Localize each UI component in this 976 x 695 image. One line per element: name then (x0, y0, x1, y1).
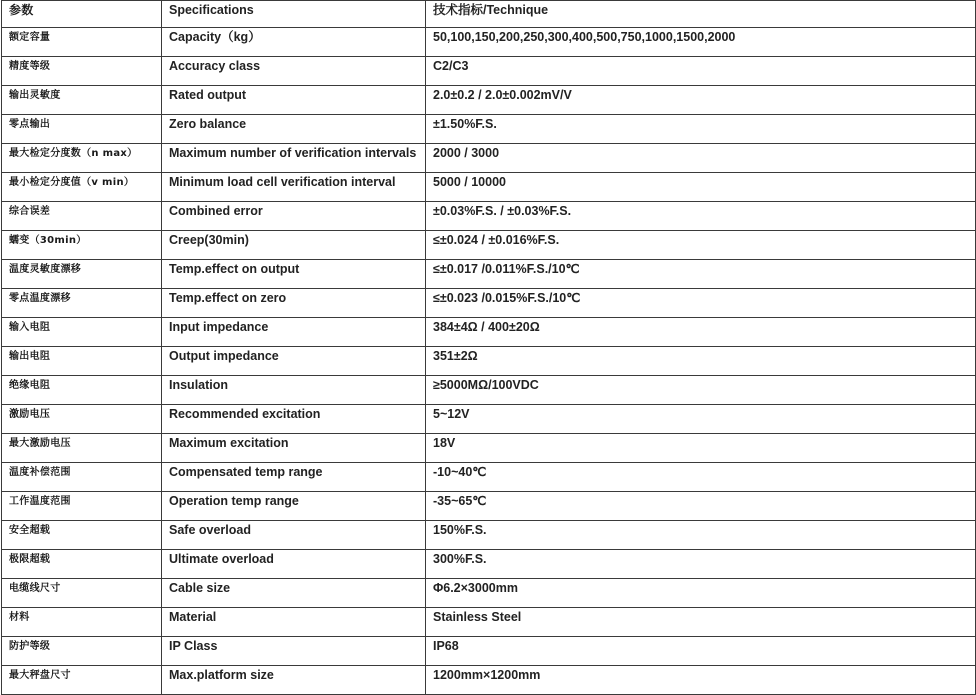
value-cell: ≤±0.017 /0.011%F.S./10℃ (426, 260, 976, 289)
spec-en-cell: Operation temp range (162, 492, 426, 521)
param-cn-cell: 输出电阻 (2, 347, 162, 376)
spec-en-cell: Maximum number of verification intervals (162, 144, 426, 173)
value-cell: 5~12V (426, 405, 976, 434)
param-cn-cell: 综合误差 (2, 202, 162, 231)
spec-en-cell: Compensated temp range (162, 463, 426, 492)
table-row (2, 57, 976, 86)
spec-en-cell: Temp.effect on zero (162, 289, 426, 318)
value-cell: 5000 / 10000 (426, 173, 976, 202)
spec-table (1, 0, 976, 695)
value-cell: 2000 / 3000 (426, 144, 976, 173)
value-cell: Stainless Steel (426, 608, 976, 637)
table-row (2, 173, 976, 202)
param-cn-cell: 温度灵敏度漂移 (2, 260, 162, 289)
value-cell: 384±4Ω / 400±20Ω (426, 318, 976, 347)
spec-en-cell: Maximum excitation (162, 434, 426, 463)
spec-en-cell: Safe overload (162, 521, 426, 550)
value-cell: 300%F.S. (426, 550, 976, 579)
table-row (2, 115, 976, 144)
table-row (2, 521, 976, 550)
spec-en-cell: IP Class (162, 637, 426, 666)
table-row (2, 144, 976, 173)
param-cn-cell: 零点温度漂移 (2, 289, 162, 318)
spec-en-cell: Temp.effect on output (162, 260, 426, 289)
value-cell: 50,100,150,200,250,300,400,500,750,1000,1500,2000 (426, 28, 976, 57)
spec-en-cell: Cable size (162, 579, 426, 608)
table-row (2, 637, 976, 666)
spec-en-cell: Rated output (162, 86, 426, 115)
spec-en-cell: Creep(30min) (162, 231, 426, 260)
spec-en-cell: Combined error (162, 202, 426, 231)
table-row (2, 231, 976, 260)
param-cn-cell: 最大检定分度数（n max） (2, 144, 162, 173)
table-row (2, 86, 976, 115)
table-row (2, 260, 976, 289)
header-spec: Specifications (162, 1, 426, 28)
table-row (2, 202, 976, 231)
spec-en-cell: Ultimate overload (162, 550, 426, 579)
spec-en-cell: Input impedance (162, 318, 426, 347)
param-cn-cell: 精度等级 (2, 57, 162, 86)
param-cn-cell: 蠕变（30min） (2, 231, 162, 260)
value-cell: ±1.50%F.S. (426, 115, 976, 144)
spec-en-cell: Minimum load cell verification interval (162, 173, 426, 202)
spec-en-cell: Recommended excitation (162, 405, 426, 434)
value-cell: IP68 (426, 637, 976, 666)
table-row (2, 463, 976, 492)
table-row (2, 666, 976, 695)
param-cn-cell: 电缆线尺寸 (2, 579, 162, 608)
header-row (2, 1, 976, 28)
param-cn-cell: 极限超载 (2, 550, 162, 579)
spec-en-cell: Capacity（kg） (162, 28, 426, 57)
table-row (2, 434, 976, 463)
value-cell: 1200mm×1200mm (426, 666, 976, 695)
param-cn-cell: 安全超载 (2, 521, 162, 550)
param-cn-cell: 零点输出 (2, 115, 162, 144)
param-cn-cell: 防护等级 (2, 637, 162, 666)
table-row (2, 28, 976, 57)
param-cn-cell: 最大秤盘尺寸 (2, 666, 162, 695)
spec-en-cell: Material (162, 608, 426, 637)
spec-en-cell: Output impedance (162, 347, 426, 376)
value-cell: 150%F.S. (426, 521, 976, 550)
spec-en-cell: Max.platform size (162, 666, 426, 695)
table-row (2, 318, 976, 347)
table-row (2, 579, 976, 608)
spec-en-cell: Insulation (162, 376, 426, 405)
table-row (2, 550, 976, 579)
param-cn-cell: 输出灵敏度 (2, 86, 162, 115)
table-row (2, 289, 976, 318)
param-cn-cell: 额定容量 (2, 28, 162, 57)
param-cn-cell: 绝缘电阻 (2, 376, 162, 405)
value-cell: ≤±0.024 / ±0.016%F.S. (426, 231, 976, 260)
spec-en-cell: Accuracy class (162, 57, 426, 86)
table-row (2, 405, 976, 434)
value-cell: ≤±0.023 /0.015%F.S./10℃ (426, 289, 976, 318)
header-tech: 技术指标/Technique (426, 1, 976, 28)
param-cn-cell: 最大激励电压 (2, 434, 162, 463)
value-cell: 18V (426, 434, 976, 463)
value-cell: ≥5000MΩ/100VDC (426, 376, 976, 405)
value-cell: -35~65℃ (426, 492, 976, 521)
value-cell: 2.0±0.2 / 2.0±0.002mV/V (426, 86, 976, 115)
header-param: 参数 (2, 1, 162, 28)
table-row (2, 608, 976, 637)
table-row (2, 492, 976, 521)
param-cn-cell: 温度补偿范围 (2, 463, 162, 492)
param-cn-cell: 激励电压 (2, 405, 162, 434)
param-cn-cell: 最小检定分度值（v min） (2, 173, 162, 202)
table-row (2, 376, 976, 405)
value-cell: 351±2Ω (426, 347, 976, 376)
value-cell: -10~40℃ (426, 463, 976, 492)
spec-en-cell: Zero balance (162, 115, 426, 144)
value-cell: ±0.03%F.S. / ±0.03%F.S. (426, 202, 976, 231)
table-row (2, 347, 976, 376)
value-cell: C2/C3 (426, 57, 976, 86)
param-cn-cell: 工作温度范围 (2, 492, 162, 521)
value-cell: Φ6.2×3000mm (426, 579, 976, 608)
param-cn-cell: 输入电阻 (2, 318, 162, 347)
param-cn-cell: 材料 (2, 608, 162, 637)
